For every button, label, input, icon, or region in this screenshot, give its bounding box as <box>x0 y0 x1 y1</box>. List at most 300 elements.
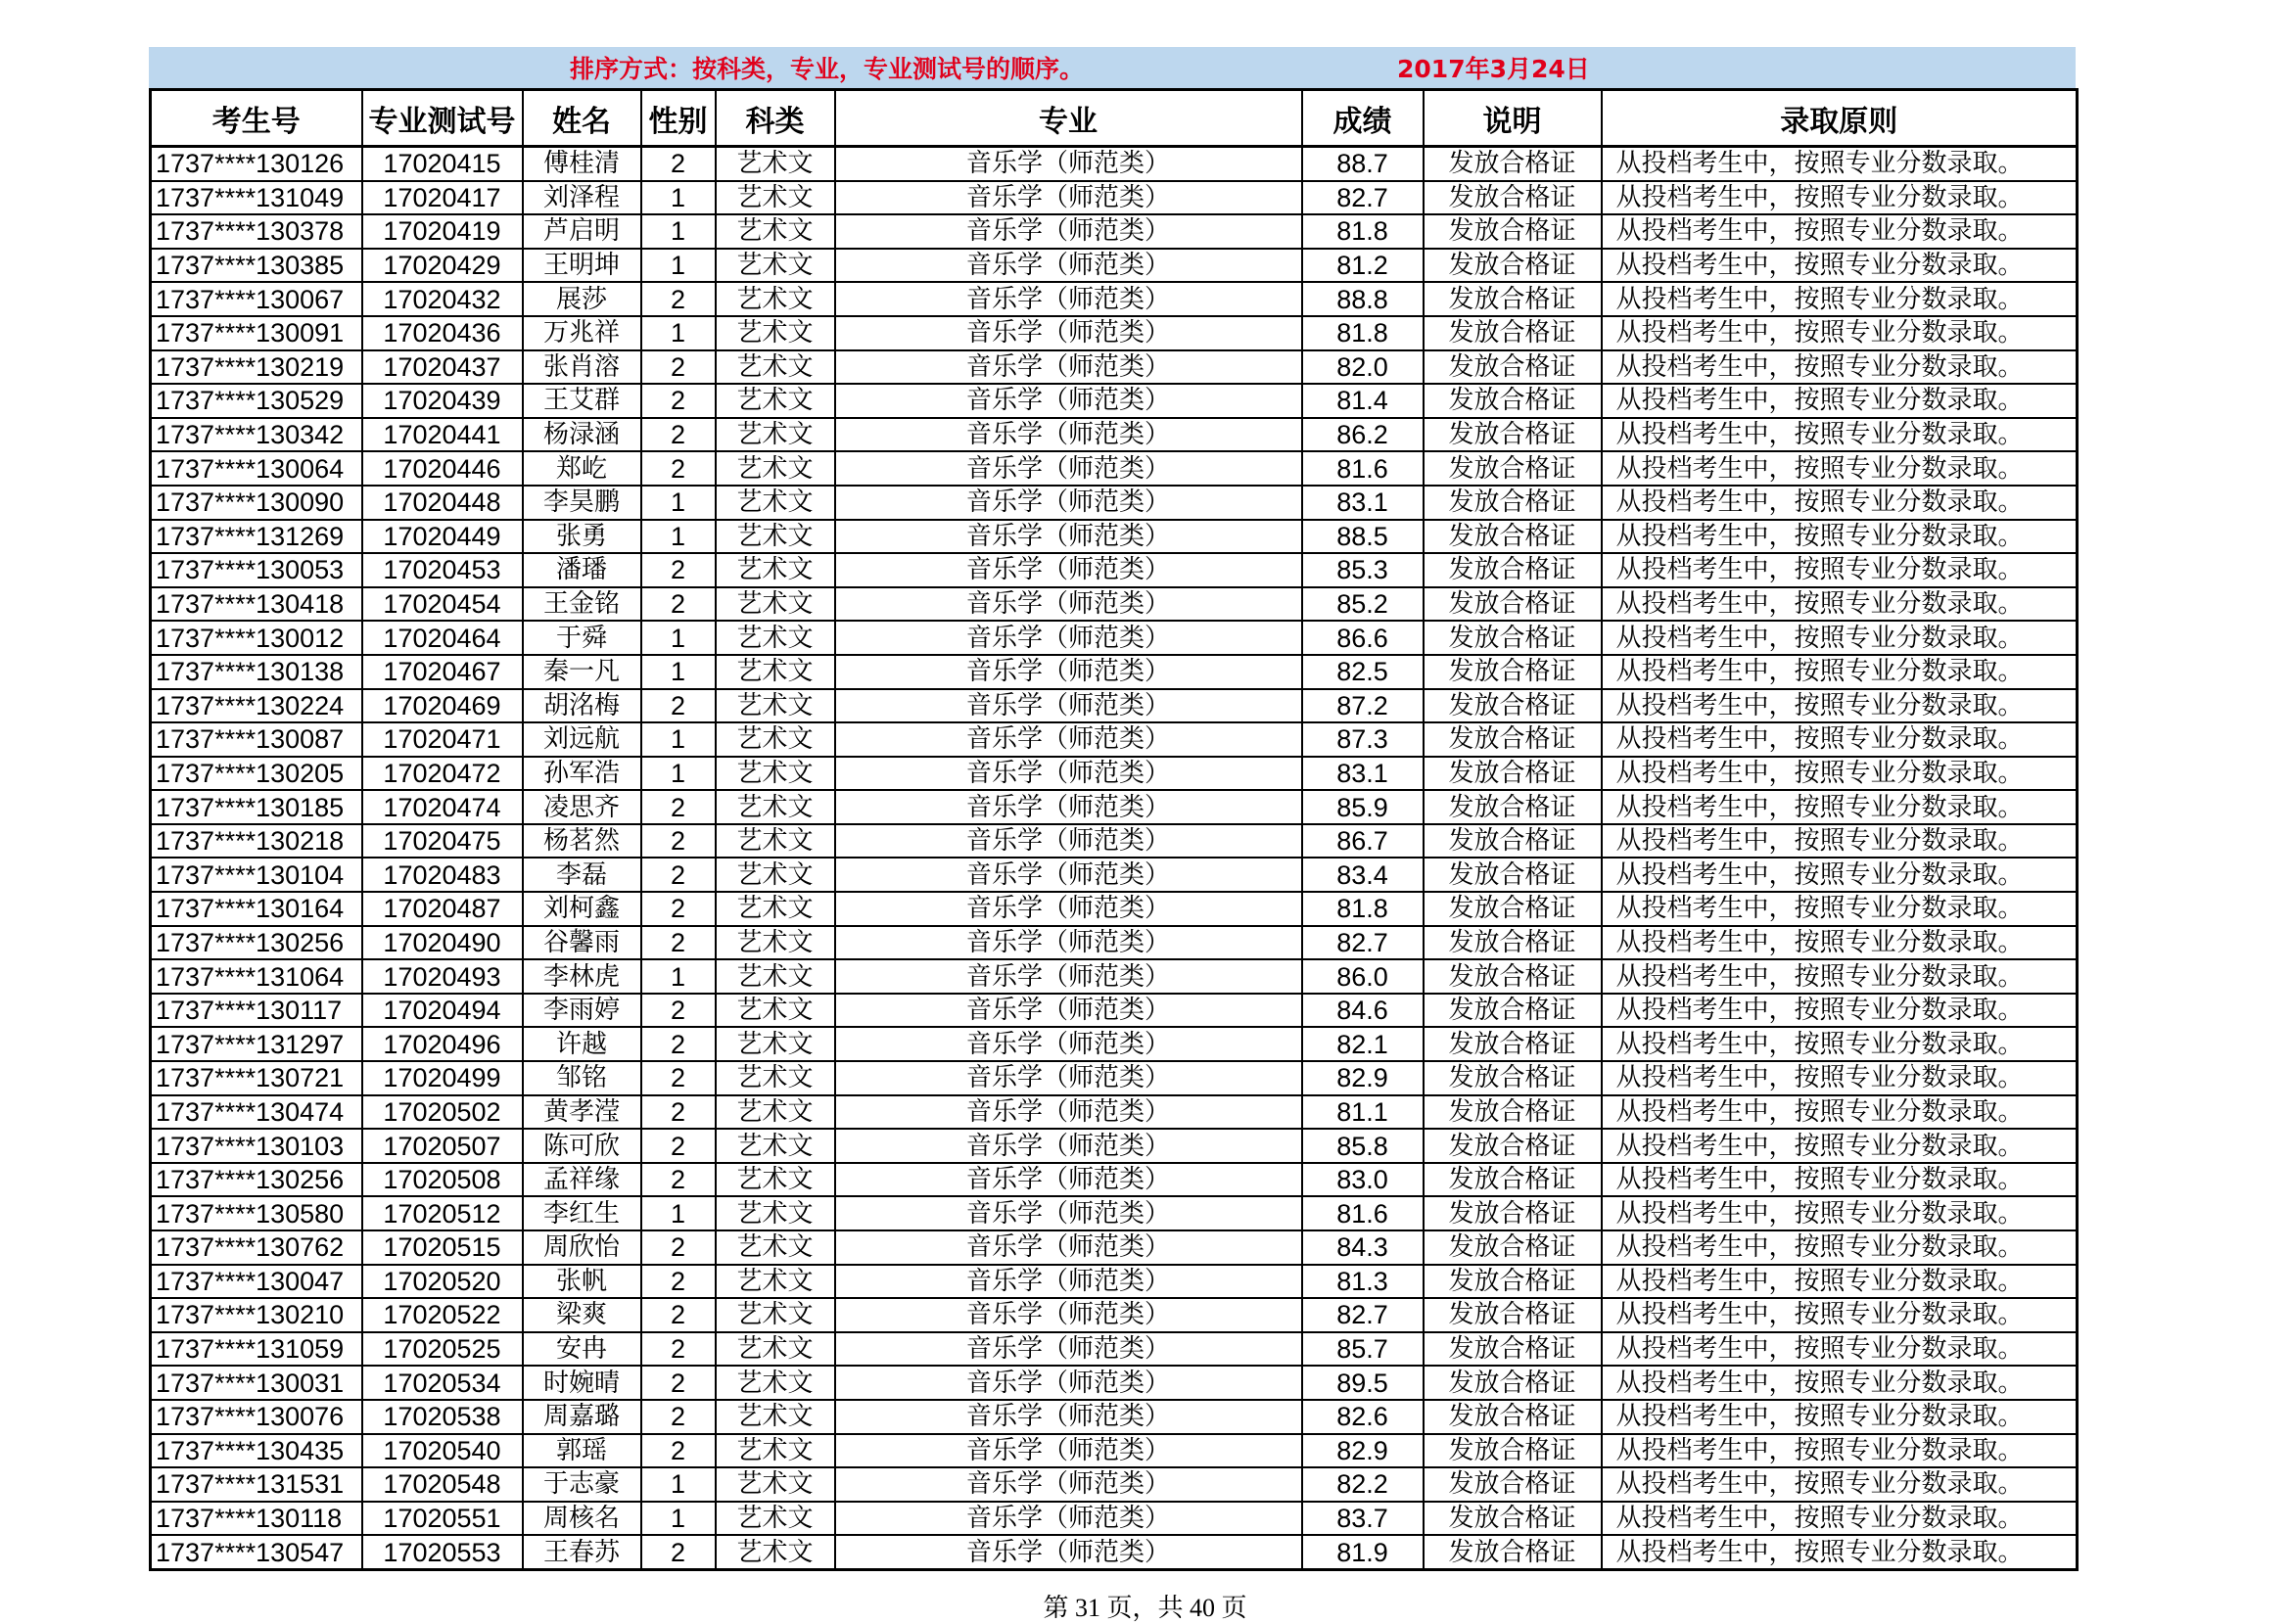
student-id-cell: 1737****130012 <box>151 621 362 655</box>
admission-rule-cell: 从投档考生中，按照专业分数录取。 <box>1602 282 2078 316</box>
category-cell: 艺术文 <box>716 1027 835 1061</box>
student-id-cell: 1737****130104 <box>151 858 362 892</box>
score-cell: 82.2 <box>1302 1467 1424 1502</box>
major-cell: 音乐学（师范类） <box>835 994 1302 1028</box>
name-cell: 刘泽程 <box>523 181 641 215</box>
remark-cell: 发放合格证 <box>1424 1535 1602 1569</box>
admission-rule-cell: 从投档考生中，按照专业分数录取。 <box>1602 655 2078 689</box>
name-cell: 王明坤 <box>523 249 641 283</box>
student-id-cell: 1737****131297 <box>151 1027 362 1061</box>
table-row <box>151 350 2078 385</box>
major-cell: 音乐学（师范类） <box>835 1230 1302 1265</box>
score-cell: 82.7 <box>1302 926 1424 960</box>
student-id-cell: 1737****130378 <box>151 214 362 249</box>
name-cell: 孙军浩 <box>523 757 641 791</box>
score-cell: 86.7 <box>1302 824 1424 858</box>
name-cell: 王春苏 <box>523 1535 641 1569</box>
remark-cell: 发放合格证 <box>1424 350 1602 385</box>
name-cell: 黄孝滢 <box>523 1095 641 1130</box>
category-cell: 艺术文 <box>716 858 835 892</box>
test-number-cell: 17020487 <box>362 892 523 926</box>
remark-cell: 发放合格证 <box>1424 282 1602 316</box>
gender-cell: 2 <box>641 1230 716 1265</box>
gender-cell: 1 <box>641 249 716 283</box>
major-cell: 音乐学（师范类） <box>835 282 1302 316</box>
name-cell: 郭瑶 <box>523 1434 641 1468</box>
test-number-cell: 17020419 <box>362 214 523 249</box>
category-cell: 艺术文 <box>716 621 835 655</box>
gender-cell: 2 <box>641 553 716 587</box>
admission-rule-cell: 从投档考生中，按照专业分数录取。 <box>1602 1332 2078 1367</box>
table-row <box>151 451 2078 486</box>
test-number-cell: 17020436 <box>362 316 523 350</box>
table-row <box>151 1129 2078 1163</box>
admission-rule-cell: 从投档考生中，按照专业分数录取。 <box>1602 1095 2078 1130</box>
major-cell: 音乐学（师范类） <box>835 1366 1302 1400</box>
admission-rule-cell: 从投档考生中，按照专业分数录取。 <box>1602 1061 2078 1095</box>
name-cell: 梁爽 <box>523 1298 641 1332</box>
admission-rule-cell: 从投档考生中，按照专业分数录取。 <box>1602 520 2078 554</box>
score-cell: 87.2 <box>1302 689 1424 723</box>
student-id-cell: 1737****131064 <box>151 959 362 994</box>
major-cell: 音乐学（师范类） <box>835 1265 1302 1299</box>
name-cell: 谷馨雨 <box>523 926 641 960</box>
table-row <box>151 722 2078 757</box>
score-cell: 81.6 <box>1302 451 1424 486</box>
student-id-cell: 1737****130053 <box>151 553 362 587</box>
table-row <box>151 1332 2078 1367</box>
score-cell: 82.1 <box>1302 1027 1424 1061</box>
admission-rule-cell: 从投档考生中，按照专业分数录取。 <box>1602 722 2078 757</box>
major-cell: 音乐学（师范类） <box>835 451 1302 486</box>
publish-date: 2017年3月24日 <box>1397 55 1590 83</box>
major-cell: 音乐学（师范类） <box>835 790 1302 824</box>
major-cell: 音乐学（师范类） <box>835 384 1302 418</box>
remark-cell: 发放合格证 <box>1424 1366 1602 1400</box>
category-cell: 艺术文 <box>716 451 835 486</box>
test-number-cell: 17020464 <box>362 621 523 655</box>
student-id-header: 考生号 <box>151 90 362 147</box>
category-cell: 艺术文 <box>716 757 835 791</box>
name-cell: 凌思齐 <box>523 790 641 824</box>
table-row <box>151 858 2078 892</box>
gender-cell: 2 <box>641 1366 716 1400</box>
gender-cell: 2 <box>641 689 716 723</box>
test-number-cell: 17020471 <box>362 722 523 757</box>
score-cell: 84.6 <box>1302 994 1424 1028</box>
table-row <box>151 757 2078 791</box>
test-number-cell: 17020499 <box>362 1061 523 1095</box>
test-number-cell: 17020439 <box>362 384 523 418</box>
test-number-cell: 17020467 <box>362 655 523 689</box>
remark-cell: 发放合格证 <box>1424 1061 1602 1095</box>
name-header: 姓名 <box>523 90 641 147</box>
admission-rule-cell: 从投档考生中，按照专业分数录取。 <box>1602 1434 2078 1468</box>
student-id-cell: 1737****130117 <box>151 994 362 1028</box>
major-cell: 音乐学（师范类） <box>835 959 1302 994</box>
gender-cell: 1 <box>641 722 716 757</box>
major-cell: 音乐学（师范类） <box>835 1434 1302 1468</box>
gender-cell: 2 <box>641 824 716 858</box>
gender-cell: 2 <box>641 1298 716 1332</box>
name-cell: 傅桂清 <box>523 147 641 181</box>
score-cell: 81.2 <box>1302 249 1424 283</box>
test-number-cell: 17020475 <box>362 824 523 858</box>
table-row <box>151 1400 2078 1434</box>
admission-rule-cell: 从投档考生中，按照专业分数录取。 <box>1602 959 2078 994</box>
gender-cell: 2 <box>641 1163 716 1197</box>
test-number-cell: 17020446 <box>362 451 523 486</box>
student-id-cell: 1737****130762 <box>151 1230 362 1265</box>
category-cell: 艺术文 <box>716 892 835 926</box>
remark-cell: 发放合格证 <box>1424 1129 1602 1163</box>
category-header: 科类 <box>716 90 835 147</box>
student-id-cell: 1737****130031 <box>151 1366 362 1400</box>
gender-cell: 1 <box>641 757 716 791</box>
admission-rule-cell: 从投档考生中，按照专业分数录取。 <box>1602 486 2078 520</box>
category-cell: 艺术文 <box>716 1230 835 1265</box>
score-cell: 88.5 <box>1302 520 1424 554</box>
student-id-cell: 1737****130091 <box>151 316 362 350</box>
remark-cell: 发放合格证 <box>1424 994 1602 1028</box>
table-row <box>151 1061 2078 1095</box>
category-cell: 艺术文 <box>716 1095 835 1130</box>
table-row <box>151 959 2078 994</box>
student-id-cell: 1737****130164 <box>151 892 362 926</box>
gender-cell: 2 <box>641 892 716 926</box>
table-row <box>151 621 2078 655</box>
test-number-cell: 17020448 <box>362 486 523 520</box>
student-id-cell: 1737****131531 <box>151 1467 362 1502</box>
remark-cell: 发放合格证 <box>1424 1027 1602 1061</box>
table-row <box>151 1230 2078 1265</box>
category-cell: 艺术文 <box>716 1467 835 1502</box>
gender-cell: 2 <box>641 1095 716 1130</box>
sort-description: 排序方式：按科类，专业，专业测试号的顺序。 <box>570 55 1085 83</box>
test-number-cell: 17020551 <box>362 1502 523 1536</box>
name-cell: 张帆 <box>523 1265 641 1299</box>
major-cell: 音乐学（师范类） <box>835 520 1302 554</box>
admission-rule-cell: 从投档考生中，按照专业分数录取。 <box>1602 384 2078 418</box>
test-number-cell: 17020553 <box>362 1535 523 1569</box>
score-cell: 81.1 <box>1302 1095 1424 1130</box>
category-cell: 艺术文 <box>716 790 835 824</box>
admission-table <box>149 88 2079 1571</box>
name-cell: 李雨婷 <box>523 994 641 1028</box>
admission-rule-cell: 从投档考生中，按照专业分数录取。 <box>1602 824 2078 858</box>
student-id-cell: 1737****130580 <box>151 1196 362 1230</box>
major-cell: 音乐学（师范类） <box>835 926 1302 960</box>
category-cell: 艺术文 <box>716 486 835 520</box>
score-cell: 81.8 <box>1302 316 1424 350</box>
admission-rule-cell: 从投档考生中，按照专业分数录取。 <box>1602 1163 2078 1197</box>
name-cell: 时婉晴 <box>523 1366 641 1400</box>
test-number-cell: 17020474 <box>362 790 523 824</box>
table-row <box>151 689 2078 723</box>
student-id-cell: 1737****130529 <box>151 384 362 418</box>
student-id-cell: 1737****131269 <box>151 520 362 554</box>
table-row <box>151 1467 2078 1502</box>
test-number-cell: 17020432 <box>362 282 523 316</box>
remark-cell: 发放合格证 <box>1424 553 1602 587</box>
gender-cell: 1 <box>641 181 716 215</box>
remark-cell: 发放合格证 <box>1424 689 1602 723</box>
major-cell: 音乐学（师范类） <box>835 553 1302 587</box>
student-id-cell: 1737****130185 <box>151 790 362 824</box>
name-cell: 周欣怡 <box>523 1230 641 1265</box>
score-cell: 85.3 <box>1302 553 1424 587</box>
table-row <box>151 790 2078 824</box>
test-number-cell: 17020502 <box>362 1095 523 1130</box>
student-id-cell: 1737****130103 <box>151 1129 362 1163</box>
category-cell: 艺术文 <box>716 316 835 350</box>
major-cell: 音乐学（师范类） <box>835 1535 1302 1569</box>
admission-rule-cell: 从投档考生中，按照专业分数录取。 <box>1602 587 2078 622</box>
admission-rule-cell: 从投档考生中，按照专业分数录取。 <box>1602 249 2078 283</box>
remark-cell: 发放合格证 <box>1424 1332 1602 1367</box>
gender-cell: 2 <box>641 587 716 622</box>
major-cell: 音乐学（师范类） <box>835 1196 1302 1230</box>
name-cell: 张肖溶 <box>523 350 641 385</box>
score-cell: 85.7 <box>1302 1332 1424 1367</box>
gender-cell: 2 <box>641 994 716 1028</box>
admission-rule-cell: 从投档考生中，按照专业分数录取。 <box>1602 757 2078 791</box>
admission-rule-cell: 从投档考生中，按照专业分数录取。 <box>1602 147 2078 181</box>
student-id-cell: 1737****130090 <box>151 486 362 520</box>
test-number-cell: 17020415 <box>362 147 523 181</box>
major-cell: 音乐学（师范类） <box>835 316 1302 350</box>
remark-cell: 发放合格证 <box>1424 1400 1602 1434</box>
test-number-cell: 17020483 <box>362 858 523 892</box>
gender-cell: 2 <box>641 1027 716 1061</box>
admission-rule-cell: 从投档考生中，按照专业分数录取。 <box>1602 1467 2078 1502</box>
test-number-cell: 17020507 <box>362 1129 523 1163</box>
gender-cell: 1 <box>641 959 716 994</box>
gender-cell: 2 <box>641 1265 716 1299</box>
score-cell: 83.1 <box>1302 486 1424 520</box>
score-cell: 82.9 <box>1302 1434 1424 1468</box>
admission-rule-cell: 从投档考生中，按照专业分数录取。 <box>1602 858 2078 892</box>
remark-cell: 发放合格证 <box>1424 147 1602 181</box>
remark-cell: 发放合格证 <box>1424 959 1602 994</box>
remark-cell: 发放合格证 <box>1424 1298 1602 1332</box>
gender-cell: 1 <box>641 520 716 554</box>
score-cell: 88.7 <box>1302 147 1424 181</box>
score-cell: 83.1 <box>1302 757 1424 791</box>
gender-cell: 1 <box>641 1502 716 1536</box>
gender-cell: 2 <box>641 282 716 316</box>
gender-cell: 2 <box>641 1535 716 1569</box>
score-cell: 85.9 <box>1302 790 1424 824</box>
name-cell: 邹铭 <box>523 1061 641 1095</box>
table-row <box>151 1095 2078 1130</box>
category-cell: 艺术文 <box>716 181 835 215</box>
score-cell: 83.4 <box>1302 858 1424 892</box>
major-cell: 音乐学（师范类） <box>835 1467 1302 1502</box>
major-cell: 音乐学（师范类） <box>835 1163 1302 1197</box>
admission-rule-cell: 从投档考生中，按照专业分数录取。 <box>1602 214 2078 249</box>
category-cell: 艺术文 <box>716 282 835 316</box>
name-cell: 胡洺梅 <box>523 689 641 723</box>
major-cell: 音乐学（师范类） <box>835 418 1302 452</box>
major-cell: 音乐学（师范类） <box>835 621 1302 655</box>
major-cell: 音乐学（师范类） <box>835 1332 1302 1367</box>
score-cell: 82.7 <box>1302 1298 1424 1332</box>
remark-cell: 发放合格证 <box>1424 520 1602 554</box>
test-number-cell: 17020512 <box>362 1196 523 1230</box>
table-row <box>151 824 2078 858</box>
test-number-cell: 17020454 <box>362 587 523 622</box>
student-id-cell: 1737****130210 <box>151 1298 362 1332</box>
remark-cell: 发放合格证 <box>1424 1196 1602 1230</box>
test-number-cell: 17020520 <box>362 1265 523 1299</box>
major-cell: 音乐学（师范类） <box>835 824 1302 858</box>
admission-rule-cell: 从投档考生中，按照专业分数录取。 <box>1602 994 2078 1028</box>
score-cell: 81.3 <box>1302 1265 1424 1299</box>
admission-rule-cell: 从投档考生中，按照专业分数录取。 <box>1602 1196 2078 1230</box>
remark-cell: 发放合格证 <box>1424 655 1602 689</box>
name-cell: 秦一凡 <box>523 655 641 689</box>
gender-cell: 1 <box>641 621 716 655</box>
sort-banner <box>149 47 2076 88</box>
score-cell: 86.0 <box>1302 959 1424 994</box>
table-row <box>151 1535 2078 1569</box>
remark-cell: 发放合格证 <box>1424 1502 1602 1536</box>
score-cell: 81.9 <box>1302 1535 1424 1569</box>
admission-rule-cell: 从投档考生中，按照专业分数录取。 <box>1602 350 2078 385</box>
major-cell: 音乐学（师范类） <box>835 486 1302 520</box>
category-cell: 艺术文 <box>716 350 835 385</box>
test-number-cell: 17020429 <box>362 249 523 283</box>
name-cell: 张勇 <box>523 520 641 554</box>
admission-rule-cell: 从投档考生中，按照专业分数录取。 <box>1602 1535 2078 1569</box>
gender-cell: 2 <box>641 926 716 960</box>
category-cell: 艺术文 <box>716 1163 835 1197</box>
score-cell: 81.8 <box>1302 214 1424 249</box>
gender-cell: 2 <box>641 1332 716 1367</box>
admission-rule-cell: 从投档考生中，按照专业分数录取。 <box>1602 1400 2078 1434</box>
admission-rule-cell: 从投档考生中，按照专业分数录取。 <box>1602 926 2078 960</box>
remark-cell: 发放合格证 <box>1424 892 1602 926</box>
student-id-cell: 1737****130342 <box>151 418 362 452</box>
table-row <box>151 994 2078 1028</box>
table-row <box>151 1163 2078 1197</box>
remark-cell: 发放合格证 <box>1424 824 1602 858</box>
student-id-cell: 1737****130418 <box>151 587 362 622</box>
remark-cell: 发放合格证 <box>1424 926 1602 960</box>
major-cell: 音乐学（师范类） <box>835 249 1302 283</box>
category-cell: 艺术文 <box>716 689 835 723</box>
category-cell: 艺术文 <box>716 1332 835 1367</box>
remark-cell: 发放合格证 <box>1424 858 1602 892</box>
student-id-cell: 1737****130138 <box>151 655 362 689</box>
remark-cell: 发放合格证 <box>1424 451 1602 486</box>
table-row <box>151 1366 2078 1400</box>
category-cell: 艺术文 <box>716 994 835 1028</box>
score-cell: 81.8 <box>1302 892 1424 926</box>
table-row <box>151 147 2078 181</box>
admission-rule-cell: 从投档考生中，按照专业分数录取。 <box>1602 1230 2078 1265</box>
admission-rule-cell: 从投档考生中，按照专业分数录取。 <box>1602 1366 2078 1400</box>
major-cell: 音乐学（师范类） <box>835 757 1302 791</box>
name-cell: 许越 <box>523 1027 641 1061</box>
student-id-cell: 1737****130224 <box>151 689 362 723</box>
admission-rule-cell: 从投档考生中，按照专业分数录取。 <box>1602 553 2078 587</box>
table-row <box>151 1196 2078 1230</box>
major-cell: 音乐学（师范类） <box>835 858 1302 892</box>
score-cell: 82.7 <box>1302 181 1424 215</box>
score-cell: 88.8 <box>1302 282 1424 316</box>
test-number-cell: 17020538 <box>362 1400 523 1434</box>
test-number-cell: 17020515 <box>362 1230 523 1265</box>
admission-rule-cell: 从投档考生中，按照专业分数录取。 <box>1602 451 2078 486</box>
major-cell: 音乐学（师范类） <box>835 1061 1302 1095</box>
remark-cell: 发放合格证 <box>1424 214 1602 249</box>
admission-rule-cell: 从投档考生中，按照专业分数录取。 <box>1602 1129 2078 1163</box>
test-number-cell: 17020453 <box>362 553 523 587</box>
student-id-cell: 1737****130547 <box>151 1535 362 1569</box>
name-cell: 展莎 <box>523 282 641 316</box>
admission-rule-cell: 从投档考生中，按照专业分数录取。 <box>1602 1502 2078 1536</box>
remark-cell: 发放合格证 <box>1424 249 1602 283</box>
table-row <box>151 1027 2078 1061</box>
score-cell: 83.7 <box>1302 1502 1424 1536</box>
gender-cell: 2 <box>641 858 716 892</box>
gender-cell: 2 <box>641 350 716 385</box>
name-cell: 孟祥缘 <box>523 1163 641 1197</box>
major-cell: 音乐学（师范类） <box>835 722 1302 757</box>
table-row <box>151 486 2078 520</box>
name-cell: 万兆祥 <box>523 316 641 350</box>
header-row <box>151 90 2078 147</box>
remark-cell: 发放合格证 <box>1424 316 1602 350</box>
table-row <box>151 553 2078 587</box>
major-cell: 音乐学（师范类） <box>835 1027 1302 1061</box>
score-cell: 84.3 <box>1302 1230 1424 1265</box>
student-id-cell: 1737****130205 <box>151 757 362 791</box>
student-id-cell: 1737****130256 <box>151 926 362 960</box>
remark-cell: 发放合格证 <box>1424 1434 1602 1468</box>
score-cell: 82.9 <box>1302 1061 1424 1095</box>
category-cell: 艺术文 <box>716 214 835 249</box>
table-row <box>151 1502 2078 1536</box>
test-number-cell: 17020540 <box>362 1434 523 1468</box>
score-cell: 89.5 <box>1302 1366 1424 1400</box>
test-number-cell: 17020493 <box>362 959 523 994</box>
remark-cell: 发放合格证 <box>1424 486 1602 520</box>
admission-rule-cell: 从投档考生中，按照专业分数录取。 <box>1602 316 2078 350</box>
gender-cell: 2 <box>641 1129 716 1163</box>
table-row <box>151 1434 2078 1468</box>
student-id-cell: 1737****130126 <box>151 147 362 181</box>
student-id-cell: 1737****130474 <box>151 1095 362 1130</box>
name-cell: 杨茗然 <box>523 824 641 858</box>
student-id-cell: 1737****130067 <box>151 282 362 316</box>
category-cell: 艺术文 <box>716 249 835 283</box>
admission-rule-header: 录取原则 <box>1602 90 2078 147</box>
remark-header: 说明 <box>1424 90 1602 147</box>
gender-header: 性别 <box>641 90 716 147</box>
table-row <box>151 214 2078 249</box>
name-cell: 潘璠 <box>523 553 641 587</box>
name-cell: 陈可欣 <box>523 1129 641 1163</box>
student-id-cell: 1737****130385 <box>151 249 362 283</box>
student-id-cell: 1737****130435 <box>151 1434 362 1468</box>
name-cell: 刘远航 <box>523 722 641 757</box>
admission-rule-cell: 从投档考生中，按照专业分数录取。 <box>1602 1265 2078 1299</box>
student-id-cell: 1737****130256 <box>151 1163 362 1197</box>
major-cell: 音乐学（师范类） <box>835 892 1302 926</box>
